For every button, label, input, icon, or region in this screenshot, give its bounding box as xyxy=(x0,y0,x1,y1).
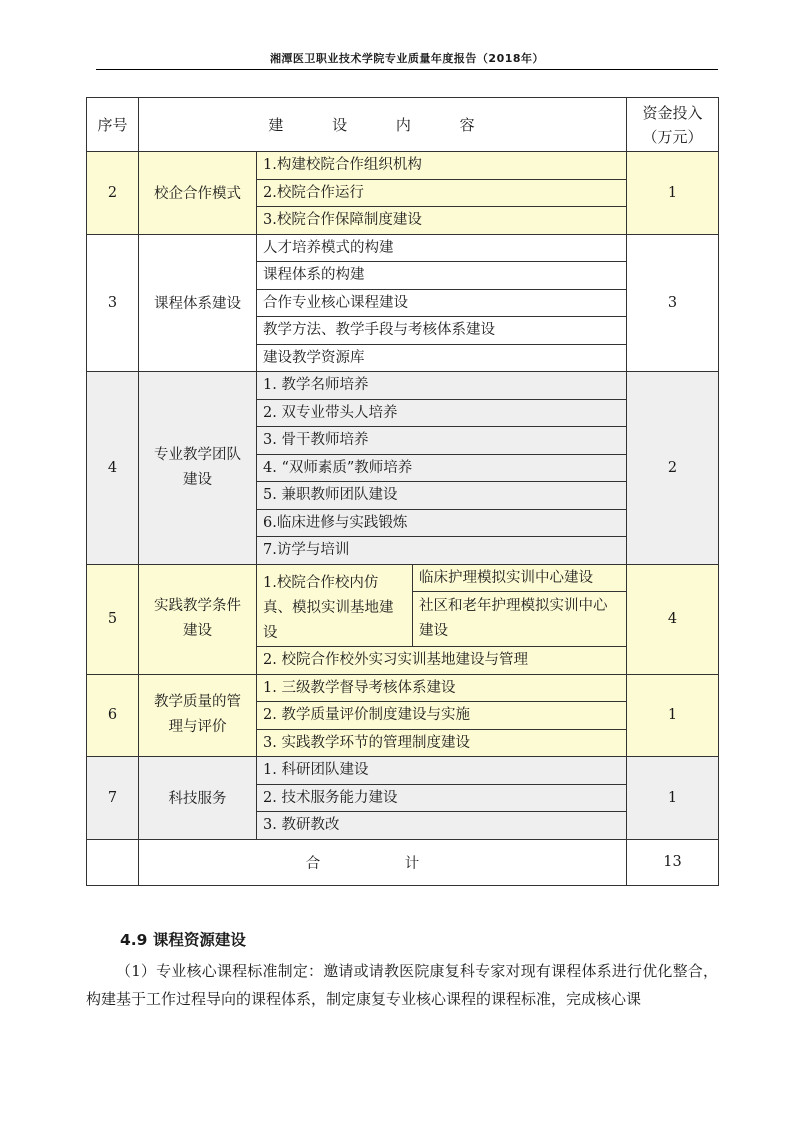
row-item: 2. 技术服务能力建设 xyxy=(257,784,627,812)
row-category: 实践教学条件建设 xyxy=(139,564,257,674)
row-item: 教学方法、教学手段与考核体系建设 xyxy=(257,317,627,345)
row-item: 2.校院合作运行 xyxy=(257,179,627,207)
row-item: 3. 实践教学环节的管理制度建设 xyxy=(257,729,627,757)
table-row xyxy=(87,757,719,785)
table-row xyxy=(87,564,719,592)
row-item: 3. 骨干教师培养 xyxy=(257,427,627,455)
row-item: 建设教学资源库 xyxy=(257,344,627,372)
total-label: 合 计 xyxy=(139,839,627,885)
row-item: 1.构建校院合作组织机构 xyxy=(257,152,627,180)
body-paragraph: （1）专业核心课程标准制定：邀请或请教医院康复科专家对现有课程体系进行优化整合，构建基于工作过程导向的课程体系，制定康复专业核心课程的课程标准，完成核心课 xyxy=(86,962,718,1008)
row-item: 人才培养模式的构建 xyxy=(257,234,627,262)
table-header-row xyxy=(87,98,719,152)
row-index: 7 xyxy=(87,757,139,840)
row-index: 2 xyxy=(87,152,139,235)
row-item: 1. 教学名师培养 xyxy=(257,372,627,400)
table-row xyxy=(87,152,719,180)
row-item: 1. 科研团队建设 xyxy=(257,757,627,785)
total-value: 13 xyxy=(627,839,719,885)
section-title: 4.9 课程资源建设 xyxy=(120,931,246,949)
funding-table xyxy=(86,97,719,886)
table-row xyxy=(87,372,719,400)
header-funding: 资金投入（万元） xyxy=(627,98,719,152)
row-item: 3.校院合作保障制度建设 xyxy=(257,207,627,235)
row-index: 3 xyxy=(87,234,139,372)
row-split-right: 社区和老年护理模拟实训中心建设 xyxy=(413,592,627,647)
header-rule xyxy=(96,69,718,70)
row-item: 1. 三级教学督导考核体系建设 xyxy=(257,674,627,702)
row-index: 6 xyxy=(87,674,139,757)
table-row xyxy=(87,234,719,262)
row-item: 3. 教研教改 xyxy=(257,812,627,840)
row-category: 科技服务 xyxy=(139,757,257,840)
row-item: 2. 双专业带头人培养 xyxy=(257,399,627,427)
row-funding: 4 xyxy=(627,564,719,674)
row-split-left: 1.校院合作校内仿真、模拟实训基地建设 xyxy=(257,564,413,647)
row-funding: 1 xyxy=(627,674,719,757)
total-blank xyxy=(87,839,139,885)
row-item: 5. 兼职教师团队建设 xyxy=(257,482,627,510)
row-item: 7.访学与培训 xyxy=(257,537,627,565)
header-index: 序号 xyxy=(87,98,139,152)
row-category: 课程体系建设 xyxy=(139,234,257,372)
row-funding: 1 xyxy=(627,757,719,840)
row-category: 教学质量的管理与评价 xyxy=(139,674,257,757)
row-item: 课程体系的构建 xyxy=(257,262,627,290)
row-index: 5 xyxy=(87,564,139,674)
row-item: 2. 校院合作校外实习实训基地建设与管理 xyxy=(257,647,627,675)
table-row xyxy=(87,674,719,702)
page-header: 湘潭医卫职业技术学院专业质量年度报告（2018年） xyxy=(269,52,545,65)
row-funding: 3 xyxy=(627,234,719,372)
row-category: 校企合作模式 xyxy=(139,152,257,235)
row-item: 4. “双师素质”教师培养 xyxy=(257,454,627,482)
row-split-right: 临床护理模拟实训中心建设 xyxy=(413,564,627,592)
row-funding: 2 xyxy=(627,372,719,565)
row-item: 合作专业核心课程建设 xyxy=(257,289,627,317)
row-funding: 1 xyxy=(627,152,719,235)
header-content: 建 设 内 容 xyxy=(139,98,627,152)
row-item: 6.临床进修与实践锻炼 xyxy=(257,509,627,537)
row-item: 2. 教学质量评价制度建设与实施 xyxy=(257,702,627,730)
row-index: 4 xyxy=(87,372,139,565)
table-total-row xyxy=(87,839,719,885)
row-category: 专业教学团队建设 xyxy=(139,372,257,565)
